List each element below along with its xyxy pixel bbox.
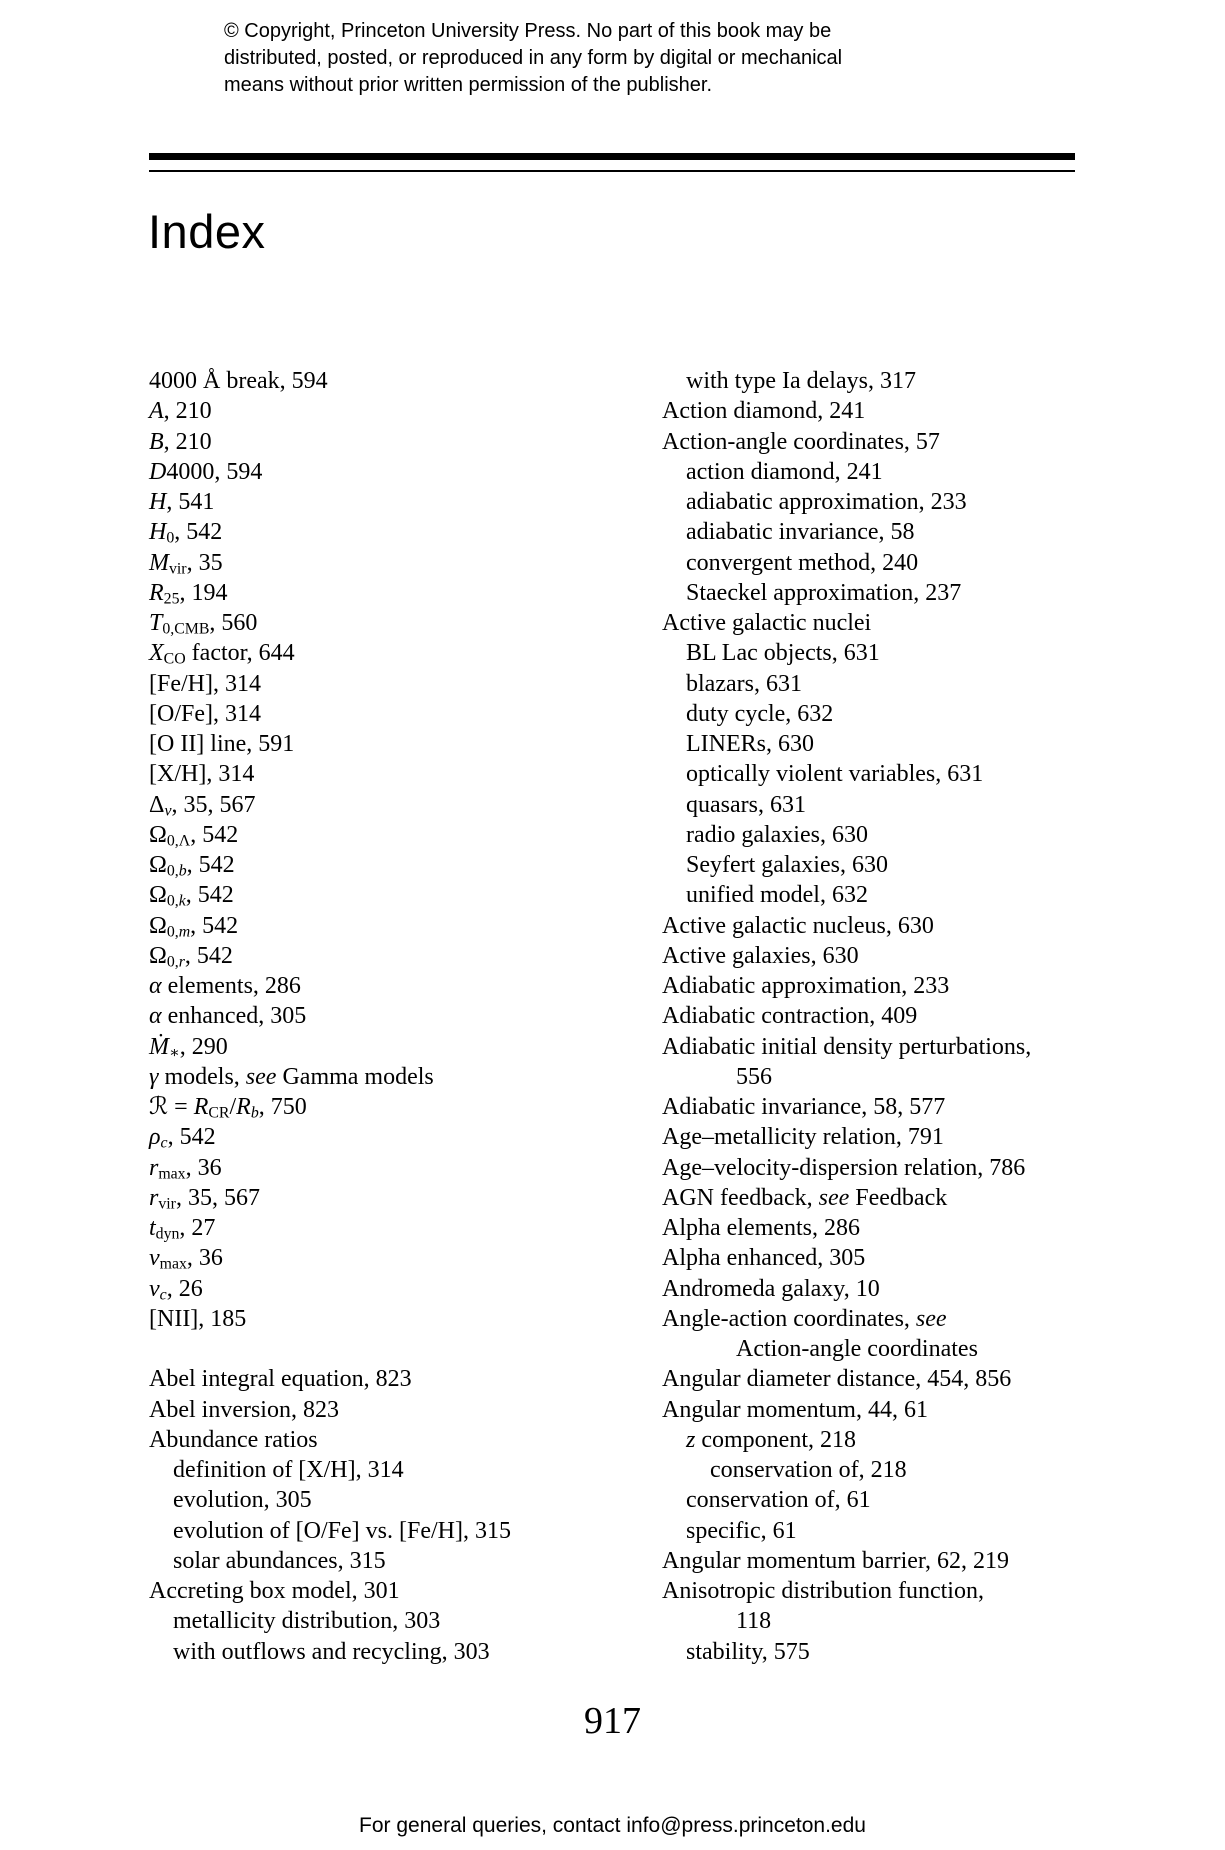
index-entry: Adiabatic invariance, 58, 577 bbox=[662, 1094, 946, 1120]
index-entry: [X/H], 314 bbox=[149, 761, 255, 788]
index-entry: Staeckel approximation, 237 bbox=[686, 579, 962, 606]
index-entry: Active galactic nucleus, 630 bbox=[662, 912, 934, 939]
index-entry: $v_c$, 26 bbox=[149, 1275, 203, 1303]
index-entry: conservation of, 61 bbox=[686, 1487, 871, 1514]
index-entry: conservation of, 218 bbox=[710, 1457, 907, 1483]
index-entry: z component, 218 bbox=[686, 1426, 856, 1453]
index-entry: LINERs, 630 bbox=[686, 731, 814, 757]
index-entry: Action-angle coordinates bbox=[736, 1336, 978, 1362]
index-entry: BL Lac objects, 631 bbox=[686, 640, 880, 667]
index-entry: optically violent variables, 631 bbox=[686, 761, 984, 788]
index-entry: solar abundances, 315 bbox=[173, 1547, 386, 1574]
index-entry: convergent method, 240 bbox=[686, 549, 919, 576]
index-entry: Adiabatic initial density perturbations, bbox=[662, 1033, 1032, 1060]
index-entry: $r_{max}$, 36 bbox=[149, 1154, 222, 1182]
index-entry: Action-angle coordinates, 57 bbox=[662, 428, 940, 455]
index-entry: D4000, 594 bbox=[149, 458, 263, 485]
index-entry: $\Omega_{0,m}$, 542 bbox=[149, 912, 239, 940]
index-entry: $t_{dyn}$, 27 bbox=[149, 1215, 216, 1243]
header-rule-thin bbox=[149, 170, 1075, 172]
index-entry: B, 210 bbox=[149, 428, 212, 455]
index-entry: Active galaxies, 630 bbox=[662, 942, 859, 969]
index-entry: evolution, 305 bbox=[173, 1487, 312, 1514]
index-entry-spacer bbox=[149, 1334, 629, 1364]
index-entry: Action diamond, 241 bbox=[662, 398, 866, 425]
footer-contact: For general queries, contact info@press.princeton.edu bbox=[359, 1814, 866, 1837]
index-entry: Andromeda galaxy, 10 bbox=[662, 1275, 880, 1302]
index-entry: Angle-action coordinates, see bbox=[662, 1305, 947, 1332]
index-entry: Abundance ratios bbox=[149, 1426, 318, 1453]
index-entry: $M_{vir}$, 35 bbox=[149, 549, 223, 577]
copyright-line: means without prior written permission of the publisher. bbox=[224, 74, 713, 96]
index-entry: Age–velocity-dispersion relation, 786 bbox=[662, 1154, 1026, 1181]
index-entry: with outflows and recycling, 303 bbox=[173, 1638, 490, 1665]
index-entry: $\Omega_{0,b}$, 542 bbox=[149, 852, 235, 880]
index-entry: 4000 Å break, 594 bbox=[149, 368, 328, 394]
index-entry: quasars, 631 bbox=[686, 791, 806, 818]
index-entry: evolution of [O/Fe] vs. [Fe/H], 315 bbox=[173, 1517, 511, 1544]
index-entry: metallicity distribution, 303 bbox=[173, 1608, 441, 1635]
index-entry: Abel integral equation, 823 bbox=[149, 1366, 412, 1393]
index-entry: $H_0$, 542 bbox=[149, 519, 223, 547]
index-entry: α enhanced, 305 bbox=[149, 1003, 307, 1030]
index-entry: [O II] line, 591 bbox=[149, 731, 295, 757]
index-entry: Accreting box model, 301 bbox=[149, 1578, 400, 1604]
index-entry: Adiabatic approximation, 233 bbox=[662, 973, 950, 999]
index-entry: γ models, see Gamma models bbox=[149, 1063, 434, 1090]
index-entry: Adiabatic contraction, 409 bbox=[662, 1003, 918, 1030]
index-entry: $\Omega_{0,r}$, 542 bbox=[149, 942, 233, 971]
index-entry: Alpha enhanced, 305 bbox=[662, 1245, 866, 1272]
copyright-line: distributed, posted, or reproduced in any form by digital or mechanical bbox=[224, 47, 843, 69]
index-entry: action diamond, 241 bbox=[686, 458, 883, 485]
index-entry: Abel inversion, 823 bbox=[149, 1396, 339, 1423]
index-entry: $\Delta_v$, 35, 567 bbox=[149, 791, 256, 819]
index-entry: Alpha elements, 286 bbox=[662, 1215, 860, 1241]
index-entry: $X_{CO}$ factor, 644 bbox=[149, 640, 295, 668]
index-entry: $\rho_c$, 542 bbox=[149, 1124, 216, 1152]
index-entry: definition of [X/H], 314 bbox=[173, 1457, 404, 1483]
index-entry: adiabatic approximation, 233 bbox=[686, 489, 967, 515]
copyright-notice bbox=[224, 18, 842, 99]
index-entry: duty cycle, 632 bbox=[686, 700, 834, 727]
index-entry: A, 210 bbox=[149, 398, 212, 425]
index-entry: [Fe/H], 314 bbox=[149, 670, 261, 697]
copyright-line: © Copyright, Princeton University Press. No part of this book may be bbox=[224, 20, 832, 42]
index-entry: $r_{vir}$, 35, 567 bbox=[149, 1184, 260, 1213]
index-entry: α elements, 286 bbox=[149, 973, 301, 999]
index-entry: $v_{max}$, 36 bbox=[149, 1245, 223, 1273]
index-entry: AGN feedback, see Feedback bbox=[662, 1184, 948, 1211]
index-entry: Anisotropic distribution function, bbox=[662, 1578, 984, 1604]
index-entry: 556 bbox=[736, 1063, 772, 1090]
index-entry: 118 bbox=[736, 1608, 772, 1635]
index-entry: $T_{0,CMB}$, 560 bbox=[149, 610, 258, 638]
index-entry: $\Omega_{0,k}$, 542 bbox=[149, 882, 234, 910]
index-entry: $\Omega_{0,\Lambda}$, 542 bbox=[149, 821, 239, 850]
index-column-left bbox=[149, 366, 629, 1667]
index-entry: Angular momentum, 44, 61 bbox=[662, 1396, 928, 1423]
index-entry: Angular momentum barrier, 62, 219 bbox=[662, 1547, 1009, 1574]
index-entry: Active galactic nuclei bbox=[662, 610, 872, 636]
page-title: Index bbox=[148, 205, 266, 258]
index-entry: stability, 575 bbox=[686, 1638, 810, 1665]
index-entry: Angular diameter distance, 454, 856 bbox=[662, 1366, 1012, 1393]
index-entry: ℛ = $R_{CR}/R_b$, 750 bbox=[149, 1094, 307, 1122]
index-entry: adiabatic invariance, 58 bbox=[686, 519, 915, 546]
index-entry: with type Ia delays, 317 bbox=[686, 368, 916, 394]
index-entry: unified model, 632 bbox=[686, 882, 868, 909]
index-entry: Seyfert galaxies, 630 bbox=[686, 852, 888, 878]
index-entry: H, 541 bbox=[149, 489, 215, 515]
index-entry: [NII], 185 bbox=[149, 1305, 247, 1332]
index-entry: blazars, 631 bbox=[686, 670, 802, 697]
index-entry: radio galaxies, 630 bbox=[686, 821, 868, 848]
index-entry: Ṁ$_∗$, 290 bbox=[149, 1033, 228, 1061]
index-entry: $R_{25}$, 194 bbox=[149, 579, 228, 608]
index-entry: specific, 61 bbox=[686, 1517, 797, 1544]
index-entry: [O/Fe], 314 bbox=[149, 700, 261, 727]
page-number: 917 bbox=[584, 1700, 641, 1742]
index-entry: Age–metallicity relation, 791 bbox=[662, 1124, 944, 1151]
header-rule-thick bbox=[149, 153, 1075, 160]
index-column-right bbox=[662, 366, 1142, 1667]
